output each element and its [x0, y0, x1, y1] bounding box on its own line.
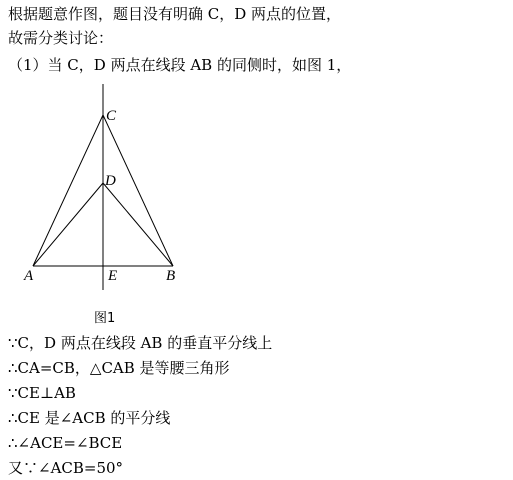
case-1-heading: （1）当 C，D 两点在线段 AB 的同侧时，如图 1， [8, 56, 352, 74]
proof-line-3: ∵CE⊥AB [8, 384, 76, 402]
segment-bd [103, 183, 173, 266]
proof-line-2: ∴CA=CB，△CAB 是等腰三角形 [8, 359, 230, 377]
point-label-d: D [105, 173, 116, 189]
proof-line-1: ∵C，D 两点在线段 AB 的垂直平分线上 [8, 334, 273, 352]
point-label-c: C [106, 108, 117, 124]
proof-line-4: ∴CE 是∠ACB 的平分线 [8, 409, 171, 427]
intro-line-1: 根据题意作图，题目没有明确 C，D 两点的位置， [8, 5, 342, 23]
segment-ac [33, 115, 103, 266]
point-label-e: E [108, 268, 118, 284]
point-label-b: B [166, 268, 176, 284]
segment-bc [103, 115, 173, 266]
figure-caption: 图1 [94, 311, 116, 326]
proof-line-6: 又∵∠ACB=50° [8, 459, 124, 477]
proof-line-5: ∴∠ACE=∠BCE [8, 434, 123, 452]
segment-ad [33, 183, 103, 266]
intro-line-2: 故需分类讨论： [8, 29, 114, 47]
point-label-a: A [24, 268, 34, 284]
